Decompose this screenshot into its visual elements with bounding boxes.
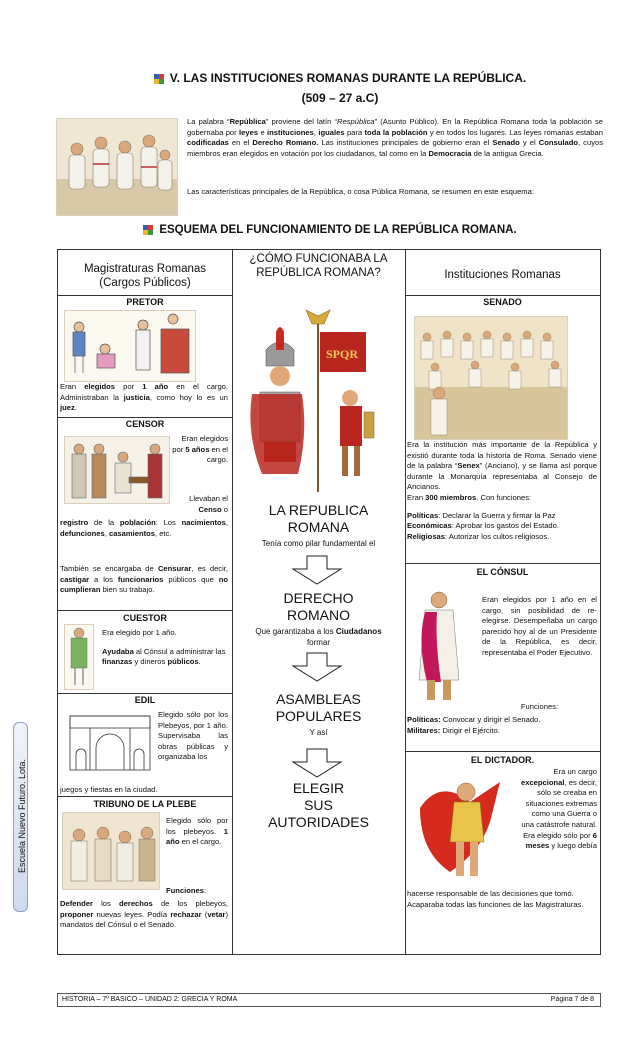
dictador-illustration [410,768,510,882]
bullet-icon [154,74,164,84]
tribuno-title: TRIBUNO DE LA PLEBE [93,799,197,809]
elegir-label: ELEGIR SUS AUTORIDADES [268,780,369,830]
roman-soldier-illustration [246,302,380,498]
spqr-banner-text: SPQR [326,347,359,361]
censor-illustration [64,436,170,504]
derecho-label: DERECHO ROMANO [283,590,354,623]
down-arrow-icon [291,555,343,585]
column-divider [405,250,406,954]
censor-title: CENSOR [125,419,165,429]
dictador-text-a: Era un cargo excepcional, es decir, sólo se creaba en situaciones extremas como una Guerra o una catástrofe natural. Era elegido sólo por 6 meses y luego debía [521,767,597,851]
pretor-illustration [64,310,196,382]
col3-header: Instituciones Romanas [444,269,561,281]
page-title: V. LAS INSTITUCIONES ROMANAS DURANTE LA REPÚBLICA. [130,71,550,85]
derecho-subtext: Que garantizaba a los Ciudadanos formar [255,627,382,647]
dictador-title: EL DICTADOR. [470,755,535,765]
pretor-text: Eran elegidos por 1 año en el cargo. Administraban la justicia, como hoy lo es un juez. [60,382,229,413]
asambleas-subtext: Y así [309,728,328,737]
footer-page-number: Página 7 de 8 [550,996,594,1003]
consul-illustration [407,588,471,704]
consul-text: Eran elegidos por 1 año en el cargo, sin posibilidad de re-elegirse. Desempeñaba un cargo parecido hoy al de un Presidente de la República, es decir, representaba el Poder Ejecutivo. [482,595,597,657]
censor-text-d: También se encargaba de Censurar, es decir, castigar a los funcionarios públicos que no cumplieran bien su trabajo. [60,564,228,595]
school-sidebar [13,722,28,912]
edil-title: EDIL [134,695,156,705]
dictador-text-b: hacerse responsable de las decisiones que tomó. Acaparaba todas las funciones de las Magistraturas. [407,889,584,909]
row-divider [405,295,600,296]
cuestor-illustration [64,624,94,690]
page-footer [57,993,601,1007]
edil-text-a: Elegido sólo por los Plebeyos, por 1 año. Supervisaba las obras públicas y organizaba los [158,710,228,762]
row-divider [405,751,600,752]
row-divider [58,295,232,296]
scheme-title: ESQUEMA DEL FUNCIONAMIENTO DE LA REPÚBLICA ROMANA. [120,224,540,236]
row-divider [405,563,600,564]
tribuno-text-c: Defender los derechos de los plebeyos, proponer nuevas leyes. Podía rechazar (vetar) mandatos del Cónsul o el Senado. [60,899,229,930]
tribuno-text-a: Elegido sólo por los plebeyos. 1 año en el cargo. [166,816,228,847]
row-divider [58,693,232,694]
pretor-title: PRETOR [126,297,164,307]
school-name: Escuela Nuevo Futuro. Lota. [17,758,27,874]
down-arrow-icon [291,748,343,778]
row-divider [58,417,232,418]
scheme-table [57,249,601,955]
censor-text-b: Llevaban el Censo o [189,494,228,514]
asambleas-label: ASAMBLEAS POPULARES [275,691,362,724]
tribuno-illustration [62,812,160,890]
page-subtitle: (509 – 27 a.C) [301,91,379,105]
edil-text-b: juegos y fiestas en la ciudad. [60,785,158,794]
bullet-icon [143,225,153,235]
senado-illustration [414,316,568,440]
row-divider [58,610,232,611]
col2-header: ¿CÓMO FUNCIONABA LA REPÚBLICA ROMANA? [249,253,388,279]
republica-label: LA REPUBLICA ROMANA [268,502,369,535]
cuestor-text: Era elegido por 1 año. Ayudaba al Cónsul a administrar las finanzas y dineros públicos. [102,628,226,667]
cuestor-title: CUESTOR [123,613,167,623]
down-arrow-icon [291,652,343,682]
tribuno-text-b: Funciones: [166,886,207,895]
consul-functions: Políticas: Convocar y dirigir el Senado. Militares: Dirigir el Ejército. [407,715,541,735]
intro-paragraph: La palabra “República” proviene del latín “Respública” (Asunto Público). En la República Romana toda la población se gobernaba por leyes e instituciones, iguales para toda la población y en todos los lugares. Las leyes romanas estaban codificadas en el Derecho Romano. Las instituciones principales de gobierno eran el Senado y el Consulado, cuyos miembros eran elegidos en votación por los ciudadanos, tal como en la Democracia de la antigua Grecia. [187,117,604,158]
consul-title: EL CÓNSUL [476,567,529,577]
senado-text: Era la institución más importante de la República y existió durante toda la historia de Roma. Senado viene de la palabra “Senex” (Anciano), y se llama así porque durante la Monarquía representaba al Consejo de Ancianos. Eran 300 miembros. Con funciones: Políticas: Declarar la Guerra y firmar la Paz Económicas: Aprobar los gastos del Estado. Religiosas: Autorizar los cultos religiosos. [407,440,597,541]
censor-text-c: registro de la población: Los nacimientos, defunciones, casamientos, etc. [60,518,229,538]
consul-functions-label: Funciones: [520,702,559,711]
senate-illustration [56,118,178,216]
edil-arch-illustration [66,710,154,774]
row-divider [58,796,232,797]
republica-subtext: Tenía como pilar fundamental el [261,539,376,548]
footer-course: HISTORIA – 7º BASICO – UNIDAD 2: GRECIA Y ROMA [62,996,238,1003]
intro-paragraph-2: Las características principales de la República, o cosa Pública Romana, se resumen en este esquema: [187,187,534,196]
senado-title: SENADO [483,297,522,307]
censor-text-a: Eran elegidos por 5 años en el cargo. [172,434,228,465]
col1-header: Magistraturas Romanas (Cargos Públicos) [83,263,207,289]
